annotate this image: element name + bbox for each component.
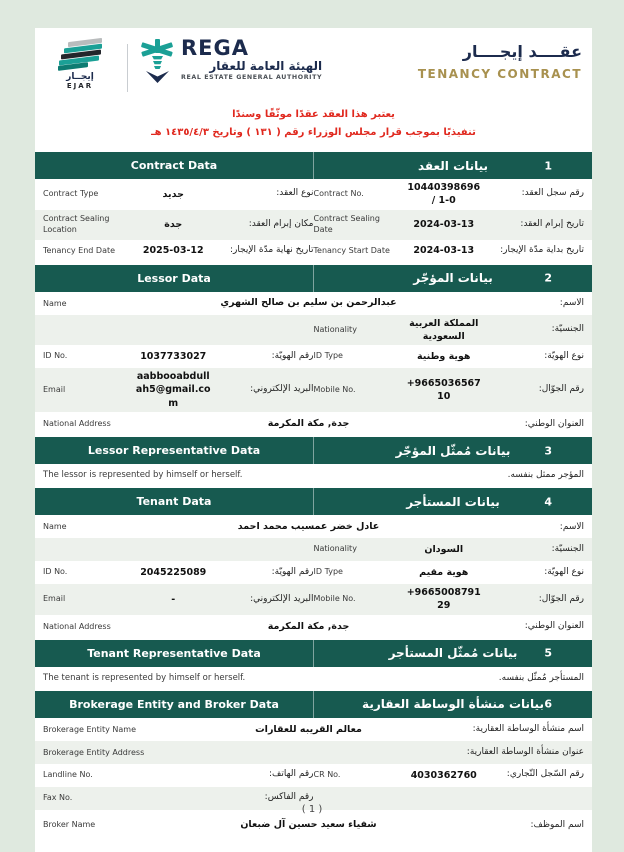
- field-label-en: Email: [43, 594, 66, 604]
- table-row: [35, 210, 592, 240]
- field-value: معالم القريبه للعقارات: [255, 723, 362, 735]
- field-value: هوية وطنية: [416, 351, 471, 363]
- field-label-ar: رقم الفاكس:: [264, 792, 314, 803]
- contract-title-english: TENANCY CONTRACT: [417, 67, 582, 81]
- section-header-bar: [35, 437, 592, 464]
- section-number: 4: [544, 495, 552, 509]
- field-value: جدة: [164, 218, 183, 230]
- section-number: 1: [544, 159, 552, 172]
- field-value: 2024-03-13: [413, 218, 475, 230]
- note-text-ar: المستأجر مُمثّل بنفسه.: [498, 672, 584, 683]
- section-lessor-representative: [35, 437, 592, 486]
- ejar-logo-arabic: إيجــار: [66, 72, 94, 82]
- section-number: 5: [544, 646, 552, 660]
- field-label-ar: عنوان منشأة الوساطة العقارية:: [466, 747, 584, 758]
- field-label-en: ID No.: [43, 351, 68, 361]
- rega-logo-arabic: الهيئة العامة للعقار: [209, 59, 323, 73]
- section-title-ar: بيانات مُمثّل المؤجّر: [395, 443, 511, 458]
- field-value: جديد: [162, 188, 184, 200]
- field-label-ar: نوع الهويّة:: [544, 566, 584, 577]
- field-label-ar: نوع العقد:: [276, 188, 314, 199]
- field-value: المملكة العربية السعودية: [409, 317, 479, 342]
- field-label-ar: اسم الموظف:: [530, 819, 584, 830]
- field-label-ar: مكان إبرام العقد:: [248, 218, 314, 229]
- field-value: هوية مقيم: [419, 566, 469, 578]
- field-label-ar: رقم سجل العقد:: [521, 188, 584, 199]
- table-row: [35, 464, 592, 486]
- document-header: [35, 28, 592, 106]
- field-label-en: ID No.: [43, 567, 68, 577]
- field-label-en: ID Type: [313, 567, 343, 577]
- field-label-en: Contract Sealing Location: [43, 214, 110, 234]
- section-title-ar: بيانات المؤجّر: [413, 271, 493, 286]
- field-label-ar: الجنسيّة:: [551, 324, 584, 335]
- field-label-en: National Address: [43, 621, 111, 631]
- field-label-ar: الاسم:: [559, 298, 584, 309]
- table-row: [35, 345, 592, 368]
- rega-logo-english: REAL ESTATE GENERAL AUTHORITY: [181, 74, 323, 82]
- section-title-ar: بيانات المستأجر: [406, 494, 500, 509]
- field-label-ar: رقم السّجل التّجاري:: [506, 769, 584, 780]
- field-label-en: ID Type: [313, 351, 343, 361]
- field-label-en: Email: [43, 384, 66, 394]
- field-value: -: [171, 593, 176, 605]
- field-value: عبدالرحمن بن سليم بن صالح الشهري: [220, 297, 397, 309]
- field-value: 4030362760: [410, 769, 477, 781]
- field-label-en: CR No.: [313, 769, 341, 779]
- field-value: 2045225089: [140, 566, 207, 578]
- section-title-en: Lessor Data: [137, 271, 211, 285]
- table-row: [35, 368, 592, 412]
- legal-disclaimer: [35, 106, 592, 150]
- field-value: جدة, مكة المكرمة: [267, 620, 350, 632]
- field-label-en: Nationality: [313, 544, 357, 554]
- field-value: 2025-03-12: [142, 245, 204, 257]
- section-tenant-representative: [35, 640, 592, 689]
- section-contract-data: [35, 152, 592, 263]
- contract-title-arabic: عقــــد إيجــــار: [462, 42, 582, 61]
- field-label-en: Contract Type: [43, 189, 99, 199]
- field-label-en: Contract Sealing Date: [313, 214, 380, 234]
- field-label-en: Name: [43, 522, 67, 532]
- table-row: [35, 412, 592, 435]
- section-header-bar: [35, 488, 592, 515]
- field-label-ar: تاريخ بداية مدّة الإيجار:: [500, 245, 584, 256]
- field-label-ar: البريد الإلكتروني:: [250, 593, 314, 604]
- table-row: [35, 538, 592, 561]
- field-label-ar: رقم الهويّة:: [271, 566, 314, 577]
- table-row: [35, 515, 592, 538]
- section-number: 3: [544, 444, 552, 458]
- rega-palm-icon: [137, 38, 179, 86]
- field-value: 1037733027: [140, 351, 207, 363]
- field-label-ar: نوع الهويّة:: [544, 350, 584, 361]
- field-label-ar: البريد الإلكتروني:: [250, 384, 314, 395]
- disclaimer-line-1: يعتبر هذا العقد عقدًا موثّقًا وسندًا: [232, 109, 395, 120]
- tenancy-contract-document: [35, 28, 592, 852]
- table-row: [35, 240, 592, 263]
- disclaimer-line-2: تنفيذيًا بموجب قرار مجلس الوزراء رقم ( ١٣١ ) وتاريخ ١٤٣٥/٤/٣ هـ: [151, 127, 476, 138]
- field-label-ar: الجنسيّة:: [551, 543, 584, 554]
- section-number: 6: [544, 697, 552, 711]
- table-row: [35, 718, 592, 741]
- ejar-logo: [45, 40, 115, 90]
- section-header-bar: [35, 640, 592, 667]
- field-label-en: Name: [43, 298, 67, 308]
- field-label-en: Contract No.: [313, 189, 364, 199]
- section-title-ar: بيانات منشأة الوساطة العقارية: [362, 697, 544, 712]
- field-value: 2024-03-13: [413, 245, 475, 257]
- note-text-en: The lessor is represented by himself or herself.: [43, 470, 243, 481]
- section-title-en: Tenant Representative Data: [87, 646, 261, 660]
- field-label-ar: الاسم:: [559, 521, 584, 532]
- field-label-ar: العنوان الوطني:: [524, 621, 584, 632]
- field-value: +966500879129: [406, 587, 481, 612]
- field-label-ar: العنوان الوطني:: [524, 418, 584, 429]
- field-label-ar: تاريخ نهاية مدّة الإيجار:: [229, 245, 314, 256]
- rega-logo-latin: REGA: [181, 36, 250, 60]
- section-title-en: Tenant Data: [136, 495, 212, 509]
- field-label-ar: رقم الجوّال:: [538, 593, 584, 604]
- note-text-ar: المؤجر ممثل بنفسه.: [507, 470, 584, 481]
- field-label-ar: تاريخ إبرام العقد:: [520, 218, 584, 229]
- field-value: عادل خضر عمسيب محمد احمد: [237, 520, 380, 532]
- field-label-ar: رقم الجوّال:: [538, 384, 584, 395]
- table-row: [35, 179, 592, 210]
- rega-logo: [137, 38, 322, 86]
- section-title-en: Lessor Representative Data: [87, 444, 261, 458]
- logo-divider: [127, 44, 128, 92]
- field-label-ar: اسم منشأة الوساطة العقارية:: [472, 724, 584, 735]
- field-value: السودان: [424, 543, 464, 555]
- page-number: ( 1 ): [301, 804, 323, 815]
- table-row: [35, 292, 592, 315]
- table-row: [35, 561, 592, 584]
- section-number: 2: [544, 271, 552, 285]
- field-label-ar: رقم الهاتف:: [269, 769, 314, 780]
- table-row: [35, 584, 592, 615]
- field-value: aabbooabdullah5@gmail.com: [135, 371, 211, 409]
- field-label-ar: رقم الهويّة:: [271, 350, 314, 361]
- field-value: 10440398696 / 1-0: [407, 182, 481, 207]
- ejar-logo-latin: EJAR: [66, 82, 94, 90]
- section-title-ar: بيانات مُمثّل المستأجر: [388, 646, 518, 661]
- table-row: [35, 667, 592, 689]
- field-label-en: Mobile No.: [313, 384, 356, 394]
- field-label-en: National Address: [43, 419, 111, 429]
- section-title-en: Brokerage Entity and Broker Data: [69, 697, 279, 711]
- field-label-en: Nationality: [313, 324, 357, 334]
- note-text-en: The tenant is represented by himself or herself.: [43, 672, 246, 683]
- section-header-bar: [35, 265, 592, 292]
- field-label-en: Brokerage Entity Name: [43, 724, 136, 734]
- section-title-ar: بيانات العقد: [417, 158, 489, 173]
- field-value: جدة, مكة المكرمة: [267, 417, 350, 429]
- table-row: [35, 764, 592, 787]
- field-label-en: Brokerage Entity Address: [43, 747, 145, 757]
- field-label-en: Broker Name: [43, 820, 96, 830]
- ejar-stripes-icon: [58, 40, 102, 69]
- field-label-en: Mobile No.: [313, 594, 356, 604]
- field-label-en: Tenancy End Date: [43, 245, 116, 255]
- section-header-bar: [35, 152, 592, 179]
- field-label-en: Fax No.: [43, 792, 73, 802]
- section-title-en: Contract Data: [130, 159, 218, 172]
- field-value: شفياء سعيد حسين آل ضبعان: [240, 819, 377, 831]
- table-row: [35, 315, 592, 346]
- section-lessor-data: [35, 265, 592, 435]
- table-row: [35, 615, 592, 638]
- table-row: [35, 741, 592, 764]
- field-label-en: Landline No.: [43, 769, 93, 779]
- section-header-bar: [35, 691, 592, 718]
- section-tenant-data: [35, 488, 592, 638]
- section-brokerage-data: [35, 691, 592, 840]
- field-value: +966503656710: [406, 377, 481, 403]
- field-label-en: Tenancy Start Date: [313, 245, 390, 255]
